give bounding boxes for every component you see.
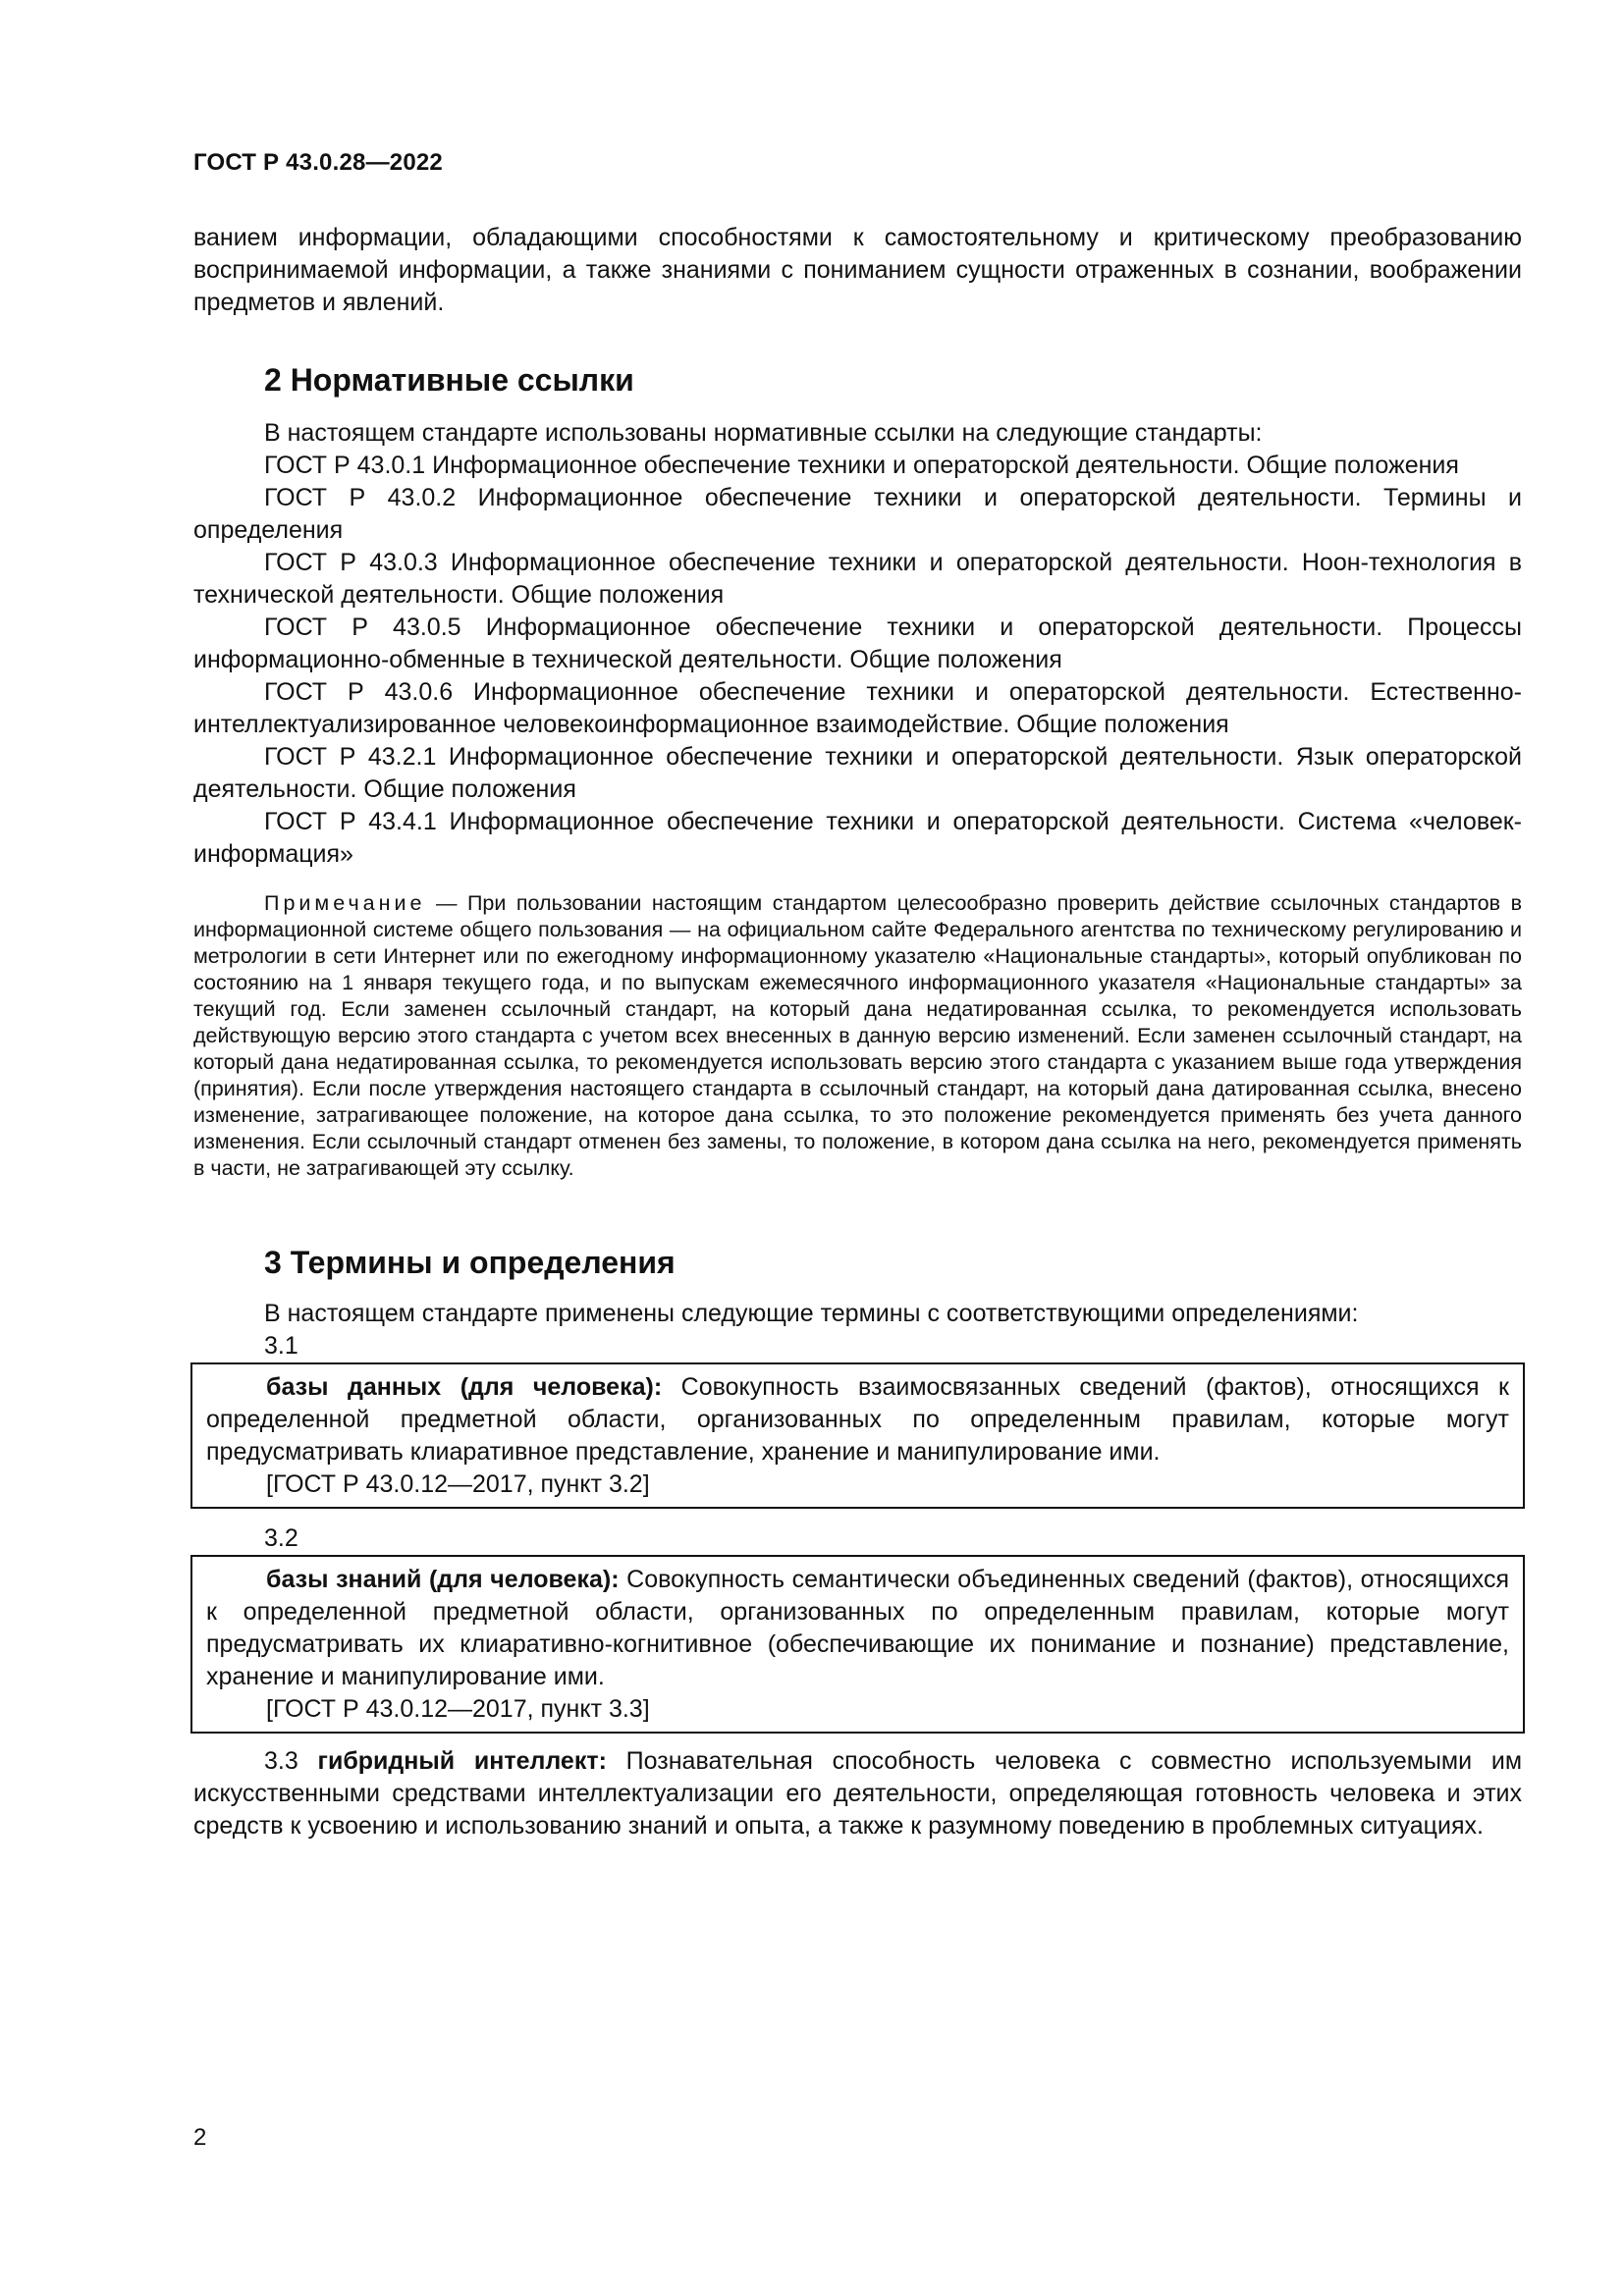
document-code-header: ГОСТ Р 43.0.28—2022	[193, 149, 443, 176]
term-box-3-2	[190, 1555, 1525, 1734]
term-source: [ГОСТ Р 43.0.12—2017, пункт 3.2]	[266, 1470, 650, 1498]
section-2-heading: 2 Нормативные ссылки	[264, 362, 634, 398]
terms-intro: В настоящем стандарте применены следующие термины с соответствующими определениями:	[264, 1300, 1359, 1327]
reference-item: ГОСТ Р 43.0.3 Информационное обеспечение техники и операторской деятельности. Ноон-технология в технической деятельности. Общие положения	[193, 549, 1522, 609]
page-content	[193, 222, 1522, 1842]
term-3-3	[193, 1745, 1522, 1842]
term-number: 3.3	[264, 1747, 298, 1775]
note-text: — При пользовании настоящим стандартом целесообразно проверить действие ссылочных стандартов в информационной системе общего пользования — на официальном сайте Федерального агентства по техническому регулированию и метрологии в сети Интернет или по ежегодному информационному указателю «Национальные стандарты», который опубликован по состоянию на 1 января текущего года, и по выпускам ежемесячного информационного указателя «Национальные стандарты» за текущий год. Если заменен ссылочный стандарт, на который дана недатированная ссылка, то рекомендуется использовать действующую версию этого стандарта с учетом всех внесенных в данную версию изменений. Если заменен ссылочный стандарт, на который дана недатированная ссылка, то рекомендуется использовать версию этого стандарта с указанием выше года утверждения (принятия). Если после утверждения настоящего стандарта в ссылочный стандарт, на который дана датированная ссылка, внесено изменение, затрагивающее положение, на которое дана ссылка, то это положение рекомендуется применять без учета данного изменения. Если ссылочный стандарт отменен без замены, то положение, в котором дана ссылка на него, рекомендуется применять в части, не затрагивающей эту ссылку.	[193, 891, 1522, 1180]
page-number: 2	[193, 2124, 207, 2151]
term-definition	[206, 1564, 1509, 1693]
references-note	[193, 890, 1522, 1182]
references-intro: В настоящем стандарте использованы нормативные ссылки на следующие стандарты:	[264, 419, 1263, 447]
reference-item: ГОСТ Р 43.2.1 Информационное обеспечение техники и операторской деятельности. Язык операторской деятельности. Общие положения	[193, 743, 1522, 803]
continuation-paragraph: ванием информации, обладающими способностями к самостоятельному и критическому преобразованию воспринимаемой информации, а также знаниями с пониманием сущности отраженных в сознании, воображении предметов и явлений.	[193, 224, 1522, 316]
term-definition-text: Совокупность взаимосвязанных сведений (фактов), относящихся к определенной предметной области, организованных по определенным правилам, которые могут предусматривать клиаративное представление, хранение и манипулирование ими.	[206, 1373, 1509, 1466]
term-number: 3.2	[264, 1524, 298, 1552]
term-definition	[206, 1371, 1509, 1468]
reference-item: ГОСТ Р 43.0.6 Информационное обеспечение техники и операторской деятельности. Естественно-интеллектуализированное человекоинформационное взаимодействие. Общие положения	[193, 678, 1522, 738]
term-source: [ГОСТ Р 43.0.12—2017, пункт 3.3]	[266, 1695, 650, 1723]
term-box-3-1	[190, 1362, 1525, 1509]
term-name: базы знаний (для человека):	[266, 1566, 620, 1593]
term-name: базы данных (для человека):	[266, 1373, 663, 1401]
section-3-heading: 3 Термины и определения	[264, 1245, 676, 1280]
term-number: 3.1	[264, 1332, 298, 1360]
term-definition-text: Совокупность семантически объединенных сведений (фактов), относящихся к определенной предметной области, организованных по определенным правилам, которые могут предусматривать их клиаративно-когнитивное (обеспечивающие их понимание и познание) представление, хранение и манипулирование ими.	[206, 1566, 1509, 1690]
note-label: Примечание	[264, 891, 426, 915]
reference-item: ГОСТ Р 43.4.1 Информационное обеспечение техники и операторской деятельности. Система «человек-информация»	[193, 808, 1522, 868]
reference-item: ГОСТ Р 43.0.5 Информационное обеспечение техники и операторской деятельности. Процессы информационно-обменные в технической деятельности. Общие положения	[193, 614, 1522, 673]
term-definition-text: Познавательная способность человека с совместно используемыми им искусственными средствами интеллектуализации его деятельности, определяющая готовность человека и этих средств к усвоению и использованию знаний и опыта, а также к разумному поведению в проблемных ситуациях.	[193, 1747, 1523, 1840]
reference-item: ГОСТ Р 43.0.1 Информационное обеспечение техники и операторской деятельности. Общие положения	[264, 452, 1459, 479]
term-name: гибридный интеллект:	[317, 1747, 607, 1775]
reference-item: ГОСТ Р 43.0.2 Информационное обеспечение техники и операторской деятельности. Термины и определения	[193, 484, 1522, 544]
